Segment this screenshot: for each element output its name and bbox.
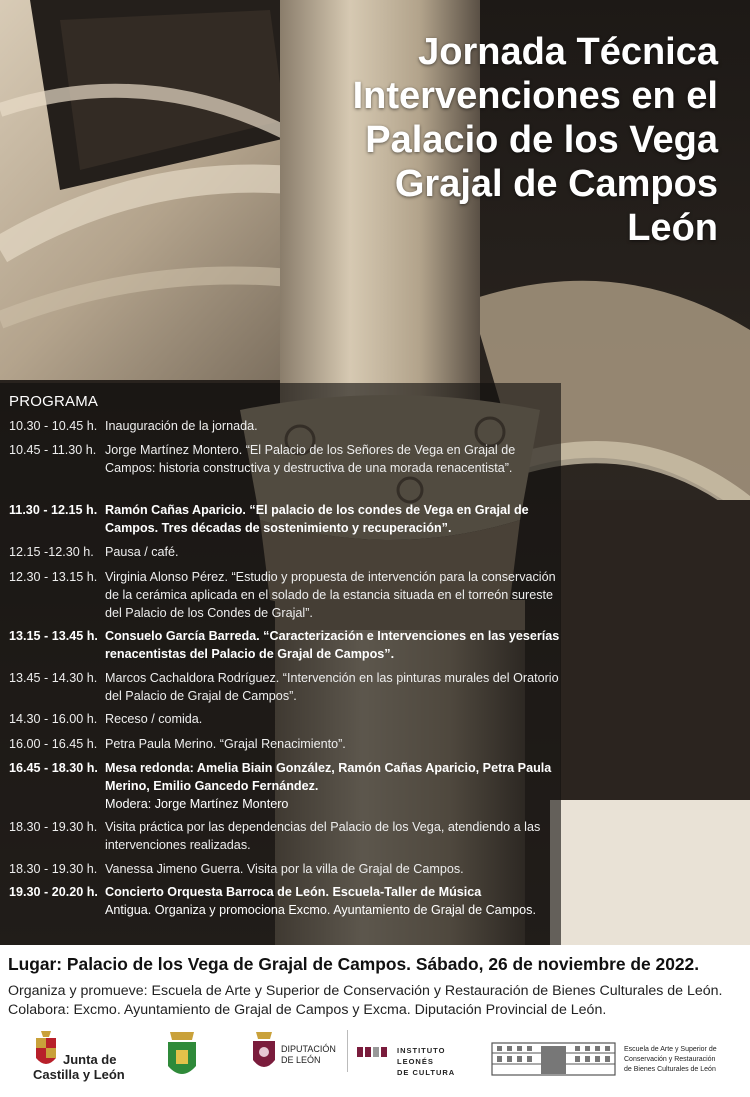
program-desc: Ramón Cañas Aparicio. “El palacio de los condes de Vega en Grajal de Campos. Tres décadas de sostenimiento y recuperación”. [105, 503, 529, 535]
collaborator-text: Colabora: Excmo. Ayuntamiento de Grajal de Campos y Excma. Diputación Provincial de León. [8, 1002, 607, 1018]
program-desc: Virginia Alonso Pérez. “Estudio y propuesta de intervención para la conservación de la cerámica aplicada en el solado de la estancia situada en el torreón sureste del Palacio de los Condes de Grajal”. [105, 570, 556, 620]
venue-date: Lugar: Palacio de los Vega de Grajal de Campos. Sábado, 26 de noviembre de 2022. [8, 954, 700, 974]
title-line-2: Intervenciones en el [352, 75, 718, 117]
program-desc: Jorge Martínez Montero. “El Palacio de los Señores de Vega en Grajal de Campos: historia constructiva y destructiva de una morada renacentista”. [105, 443, 516, 475]
ilc-name-line3: DE CULTURA [397, 1068, 456, 1077]
program-desc: Inauguración de la jornada. [105, 419, 258, 433]
junta-shield-icon [33, 1030, 59, 1070]
program-desc: Receso / comida. [105, 712, 203, 726]
program-time: 11.30 - 12.15 h. [9, 503, 98, 517]
program-desc-main: Concierto Orquesta Barroca de León. Escuela-Taller de Música [105, 885, 482, 899]
coat-of-arms-icon [164, 1028, 200, 1082]
program-time: 10.45 - 11.30 h. [9, 443, 97, 457]
organizer-text: Organiza y promueve: Escuela de Arte y Superior de Conservación y Restauración de Bienes Culturales de León. [8, 983, 723, 999]
title-line-5: León [627, 207, 718, 249]
logo-divider [347, 1030, 348, 1072]
escuela-building-logo [491, 1042, 616, 1076]
program-heading: PROGRAMA [9, 393, 99, 410]
junta-castilla-leon-logo [33, 1028, 133, 1083]
program-desc: Vanessa Jimeno Guerra. Visita por la villa de Grajal de Campos. [105, 862, 464, 876]
junta-name-line2: Castilla y León [33, 1067, 125, 1082]
program-time: 13.45 - 14.30 h. [9, 671, 98, 685]
escuela-arte-text-logo [624, 1046, 744, 1080]
program-time: 18.30 - 19.30 h. [9, 820, 98, 834]
title-line-3: Palacio de los Vega [365, 119, 718, 161]
building-facade-icon [491, 1042, 616, 1076]
instituto-leones-cultura-logo [357, 1044, 457, 1080]
program-desc-main: Mesa redonda: Amelia Biain González, Ramón Cañas Aparicio, Petra Paula Merino, Emilio Gancedo Fernández. [105, 761, 552, 793]
program-time: 10.30 - 10.45 h. [9, 419, 98, 433]
program-time: 16.45 - 18.30 h. [9, 761, 98, 775]
title-line-1: Jornada Técnica [418, 31, 718, 73]
diputacion-name-line1: DIPUTACIÓN [281, 1044, 336, 1054]
program-time: 13.15 - 13.45 h. [9, 629, 98, 643]
program-desc: Marcos Cachaldora Rodríguez. “Intervención en las pinturas murales del Oratorio del Palacio de Grajal de Campos”. [105, 671, 559, 703]
program-time: 16.00 - 16.45 h. [9, 737, 98, 751]
program-desc-extra: Antigua. Organiza y promociona Excmo. Ayuntamiento de Grajal de Campos. [105, 903, 536, 917]
grajal-coat-of-arms-logo [164, 1028, 200, 1082]
program-desc: Pausa / café. [105, 545, 179, 559]
escuela-name-line1: Escuela de Arte y Superior de [624, 1046, 717, 1053]
ilc-name-line1: INSTITUTO [397, 1046, 446, 1055]
ilc-mark-icon [357, 1047, 389, 1057]
escuela-name-line2: Conservación y Restauración [624, 1056, 716, 1063]
program-desc: Petra Paula Merino. “Grajal Renacimiento”. [105, 737, 346, 751]
program-desc: Visita práctica por las dependencias del Palacio de los Vega, atendiendo a las intervenciones realizadas. [105, 820, 541, 852]
diputacion-name-line2: DE LEÓN [281, 1055, 321, 1065]
junta-name-line1: Junta de [63, 1052, 117, 1067]
title-line-4: Grajal de Campos [394, 163, 718, 205]
diputacion-leon-logo [251, 1030, 341, 1080]
program-time: 12.15 -12.30 h. [9, 545, 94, 559]
program-time: 14.30 - 16.00 h. [9, 712, 98, 726]
event-title [158, 30, 718, 250]
escuela-name-line3: de Bienes Culturales de León [624, 1066, 716, 1073]
program-time: 12.30 - 13.15 h. [9, 570, 98, 584]
program-time: 19.30 - 20.20 h. [9, 885, 98, 899]
program-desc [105, 759, 565, 813]
ilc-name-line2: LEONÉS [397, 1057, 434, 1066]
diputacion-shield-icon [251, 1030, 277, 1074]
program-panel [0, 383, 561, 945]
program-desc: Consuelo García Barreda. “Caracterización e Intervenciones en las yeserías renacentistas del Palacio de Grajal de Campos”. [105, 629, 560, 661]
program-time: 18.30 - 19.30 h. [9, 862, 98, 876]
program-desc [105, 883, 565, 919]
program-moderator: Modera: Jorge Martínez Montero [105, 797, 289, 811]
